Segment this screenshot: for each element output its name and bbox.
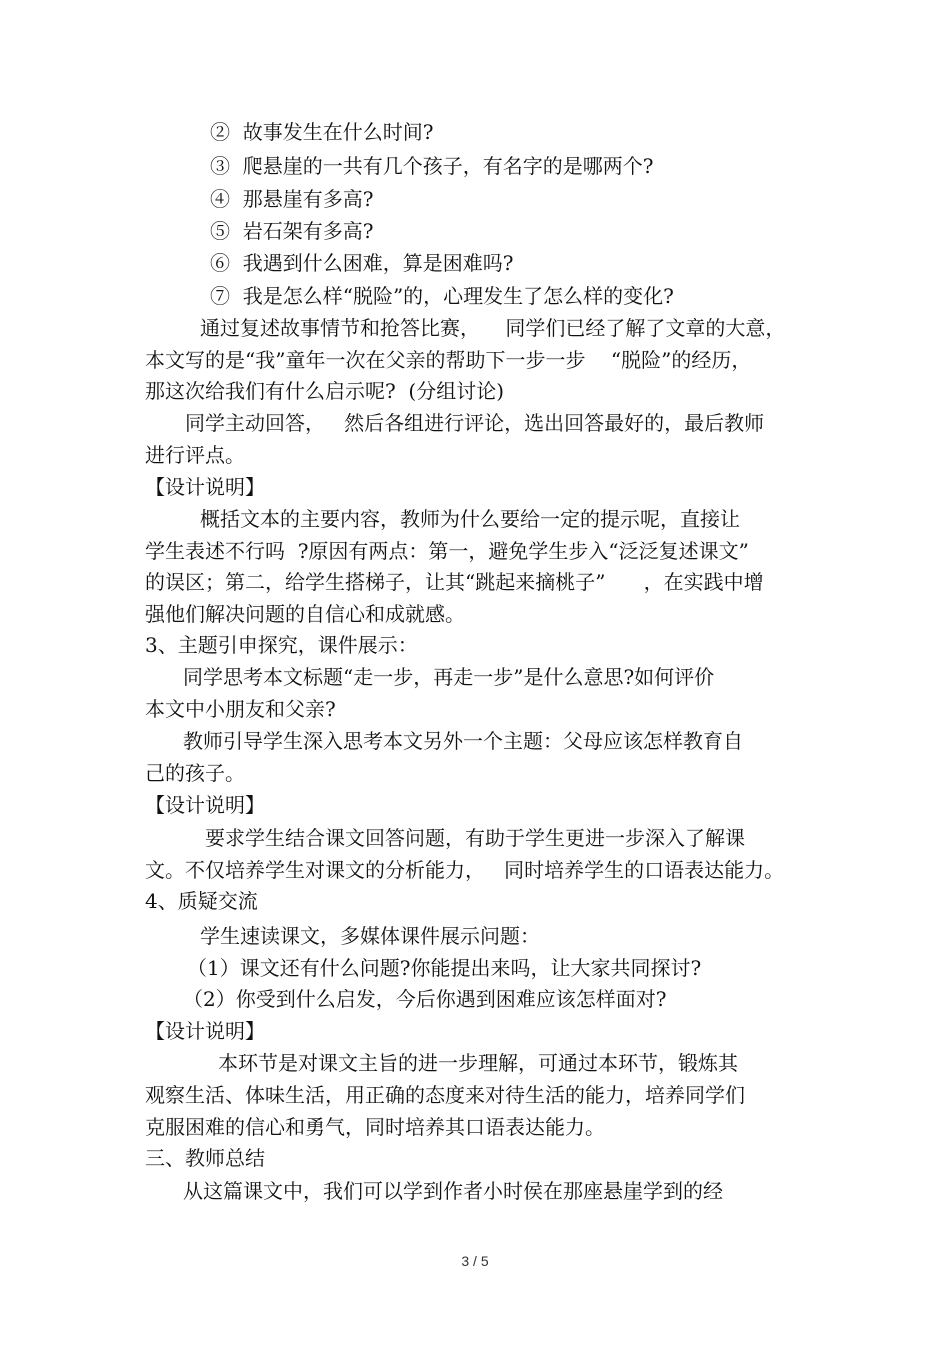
section-label: 【设计说明】 [145,793,265,817]
section-heading: 三、教师总结 [145,1146,265,1170]
question-item-5: ⑤ 岩石架有多高? [210,219,374,243]
question-list-item: （1）课文还有什么问题?你能提出来吗，让大家共同探讨? [187,956,702,980]
section-heading: 3、主题引申探究，课件展示： [145,633,418,657]
paragraph-line: 本文中小朋友和父亲? [145,697,336,721]
paragraph-line: 观察生活、体味生活，用正确的态度来对待生活的能力，培养同学们 [145,1083,745,1107]
paragraph-line: 同学思考本文标题“走一步，再走一步”是什么意思?如何评价 [183,665,715,689]
section-heading: 4、质疑交流 [145,889,258,913]
paragraph-line: 学生表述不行吗 ?原因有两点：第一，避免学生步入“泛泛复述课文” [145,539,749,563]
paragraph-line: 同学主动回答， 然后各组进行评论，选出回答最好的，最后教师 [185,411,765,435]
question-item-3: ③ 爬悬崖的一共有几个孩子，有名字的是哪两个? [210,154,654,178]
section-label: 【设计说明】 [145,475,265,499]
paragraph-line: 通过复述故事情节和抢答比赛， 同学们已经了解了文章的大意， [200,316,786,340]
paragraph-line: 本文写的是“我”童年一次在父亲的帮助下一步一步 “脱险”的经历， [145,348,752,372]
paragraph-line: 己的孩子。 [145,761,245,785]
paragraph-line: 教师引导学生深入思考本文另外一个主题：父母应该怎样教育自 [183,729,743,753]
paragraph-line: 克服困难的信心和勇气，同时培养其口语表达能力。 [145,1115,605,1139]
paragraph-line: 强他们解决问题的自信心和成就感。 [145,602,465,626]
question-item-7: ⑦ 我是怎么样“脱险”的，心理发生了怎么样的变化? [210,284,674,308]
paragraph-line: 本环节是对课文主旨的进一步理解，可通过本环节，锻炼其 [218,1051,738,1075]
section-label: 【设计说明】 [145,1019,265,1043]
paragraph-line: 进行评点。 [145,443,245,467]
paragraph-line: 概括文本的主要内容，教师为什么要给一定的提示呢，直接让 [200,507,740,531]
page-number: 3 / 5 [461,1253,489,1269]
question-item-4: ④ 那悬崖有多高? [210,187,374,211]
paragraph-line: 学生速读课文，多媒体课件展示问题： [200,924,540,948]
paragraph-line: 的误区；第二，给学生搭梯子，让其“跳起来摘桃子” ，在实践中增 [145,570,764,594]
paragraph-line: 从这篇课文中，我们可以学到作者小时侯在那座悬崖学到的经 [183,1179,723,1203]
paragraph-line: 那这次给我们有什么启示呢? (分组讨论) [145,379,505,403]
paragraph-line: 文。不仅培养学生对课文的分析能力， 同时培养学生的口语表达能力。 [145,858,785,882]
question-list-item: （2）你受到什么启发，今后你遇到困难应该怎样面对? [183,987,667,1011]
question-item-6: ⑥ 我遇到什么困难，算是困难吗? [210,251,514,275]
paragraph-line: 要求学生结合课文回答问题，有助于学生更进一步深入了解课 [205,826,745,850]
question-item-2: ② 故事发生在什么时间? [210,120,434,144]
